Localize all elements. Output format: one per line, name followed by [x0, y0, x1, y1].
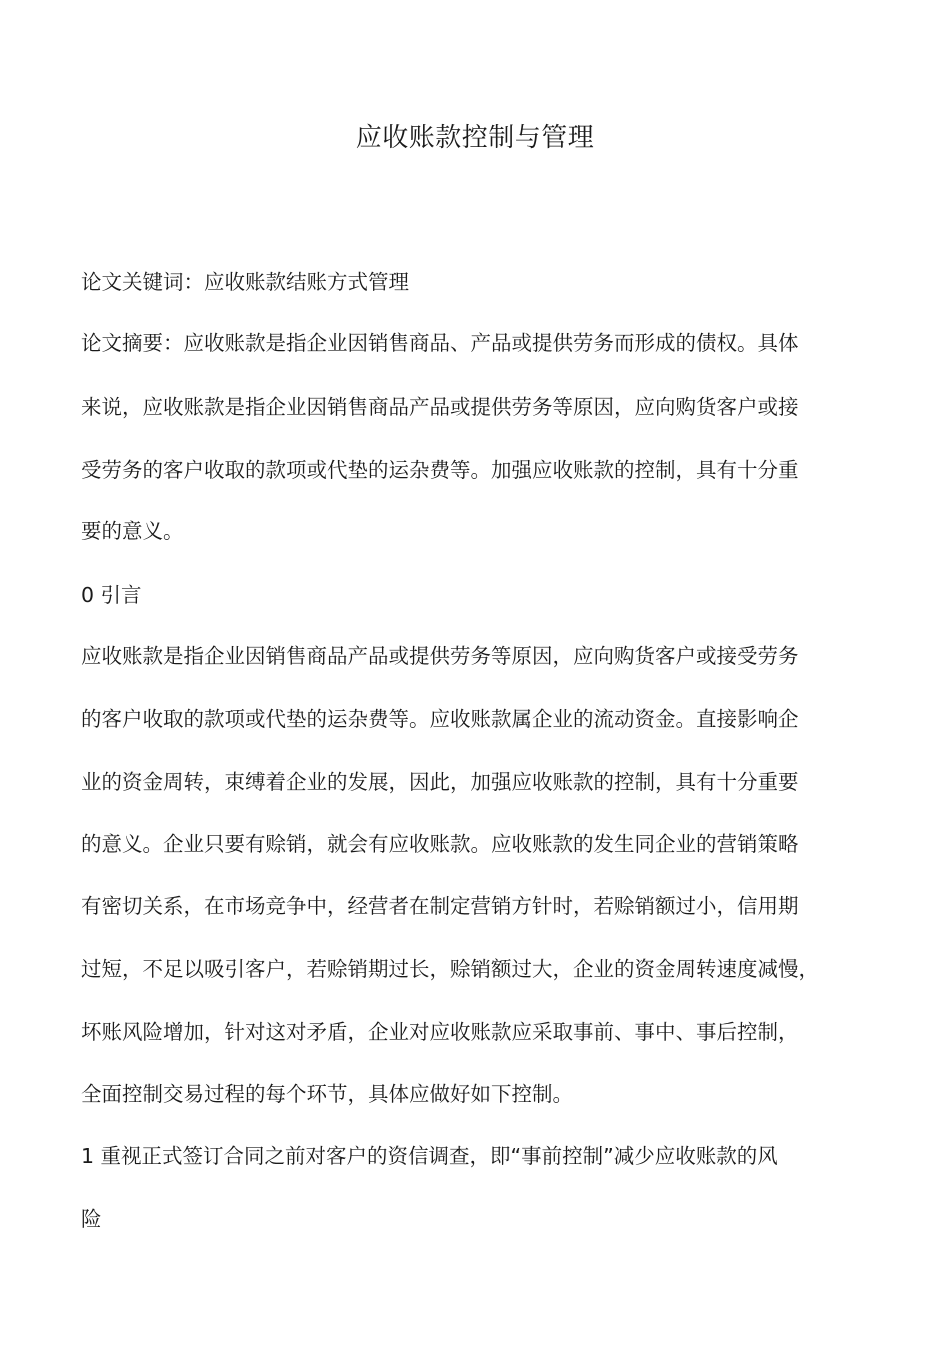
keywords-line: 论文关键词：应收账款结账方式管理 [81, 270, 409, 294]
abstract-line-3: 受劳务的客户收取的款项或代垫的运杂费等。加强应收账款的控制，具有十分重 [81, 458, 799, 482]
body-line-6: 过短，不足以吸引客户，若赊销期过长，赊销额过大，企业的资金周转速度减慢， [81, 957, 819, 981]
abstract-line-1: 论文摘要：应收账款是指企业因销售商品、产品或提供劳务而形成的债权。具体 [81, 331, 799, 355]
body-line-2: 的客户收取的款项或代垫的运杂费等。应收账款属企业的流动资金。直接影响企 [81, 707, 799, 731]
body-line-5: 有密切关系，在市场竞争中，经营者在制定营销方针时，若赊销额过小，信用期 [81, 894, 799, 918]
abstract-line-4: 要的意义。 [81, 519, 184, 543]
section-heading-1-line-1: 1 重视正式签订合同之前对客户的资信调查，即“事前控制”减少应收账款的风 [81, 1144, 778, 1168]
body-line-8: 全面控制交易过程的每个环节，具体应做好如下控制。 [81, 1082, 573, 1106]
body-line-3: 业的资金周转，束缚着企业的发展，因此，加强应收账款的控制，具有十分重要 [81, 770, 799, 794]
body-line-4: 的意义。企业只要有赊销，就会有应收账款。应收账款的发生同企业的营销策略 [81, 832, 799, 856]
body-line-1: 应收账款是指企业因销售商品产品或提供劳务等原因，应向购货客户或接受劳务 [81, 644, 799, 668]
abstract-line-2: 来说，应收账款是指企业因销售商品产品或提供劳务等原因，应向购货客户或接 [81, 395, 799, 419]
document-title: 应收账款控制与管理 [355, 123, 595, 153]
section-heading-1-line-2: 险 [81, 1207, 102, 1231]
section-heading-introduction: 0 引言 [81, 583, 142, 607]
body-line-7: 坏账风险增加，针对这对矛盾，企业对应收账款应采取事前、事中、事后控制， [81, 1020, 799, 1044]
